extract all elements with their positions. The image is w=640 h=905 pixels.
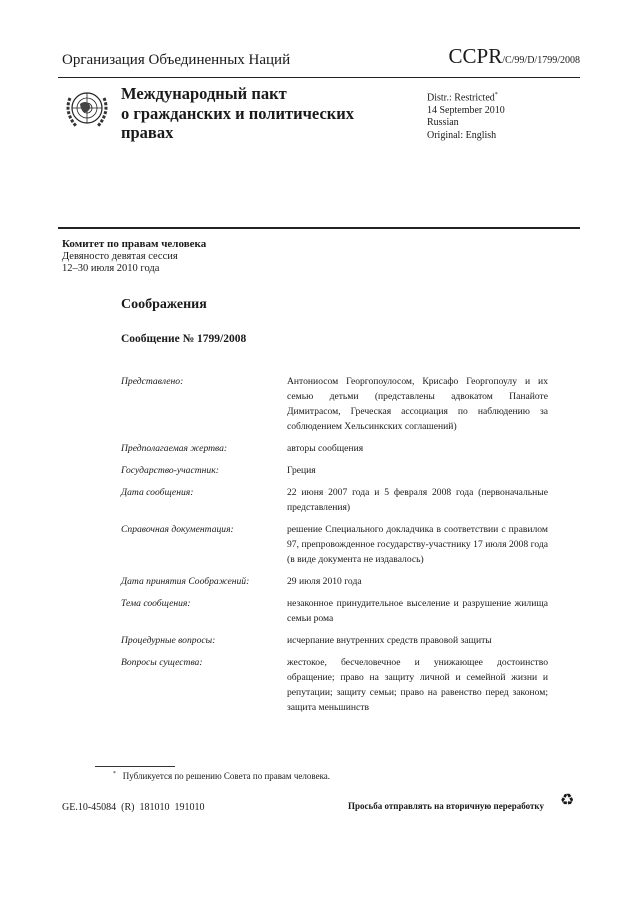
footnote-mark: *	[113, 771, 116, 777]
section-heading: Соображения	[121, 297, 207, 312]
table-row	[121, 574, 548, 589]
organization-name: Организация Объединенных Наций	[62, 52, 291, 68]
row-label: Предполагаемая жертва:	[121, 443, 228, 454]
footnote-divider	[95, 766, 175, 767]
distribution-info	[427, 89, 505, 142]
symbol-main: CCPR	[448, 44, 503, 68]
symbol-rest: /C/99/D/1799/2008	[502, 55, 580, 66]
language: Russian	[427, 117, 459, 129]
table-row	[121, 441, 548, 456]
row-label: Процедурные вопросы:	[121, 635, 216, 646]
row-value: решение Специального докладчика в соответствии с правилом 97, препровожденное государству-участнику 17 июля 2008 года (в виде документа не издавалось)	[287, 524, 548, 565]
session-dates: 12–30 июля 2010 года	[62, 263, 160, 274]
row-value: 22 июня 2007 года и 5 февраля 2008 года (первоначальные представления)	[287, 487, 548, 513]
footnote-mark: *	[494, 92, 498, 98]
committee-info	[62, 238, 206, 276]
table-row	[121, 463, 548, 478]
row-label: Дата принятия Соображений:	[121, 576, 250, 587]
table-row	[121, 633, 548, 648]
communication-number: Сообщение № 1799/2008	[121, 333, 247, 345]
document-title	[121, 84, 354, 143]
row-value: Антониосом Георгопоулосом, Крисафо Георгопоулу и их семью детьми (представлены адвокатом Панайоте Димитрасом, Греческая ассоциация по наблюдению за соблюдением Хельсинкских соглашений)	[287, 376, 548, 432]
table-row	[121, 485, 548, 515]
title-line: Международный пакт	[121, 84, 287, 103]
table-row	[121, 522, 548, 567]
recycle-icon: ♻	[560, 792, 575, 809]
row-value: авторы сообщения	[287, 443, 364, 454]
footnote	[113, 771, 330, 781]
original-language: Original: English	[427, 129, 497, 141]
title-line: о гражданских и политических	[121, 103, 355, 123]
divider	[58, 77, 580, 78]
row-label: Государство-участник:	[121, 465, 219, 476]
document-symbol	[449, 44, 581, 69]
row-value: Греция	[287, 465, 316, 476]
session: Девяносто девятая сессия	[62, 250, 178, 262]
row-value: 29 июля 2010 года	[287, 576, 362, 587]
row-label: Представлено:	[121, 376, 184, 387]
row-label: Дата сообщения:	[121, 487, 194, 498]
distribution: Distr.: Restricted	[427, 92, 495, 104]
thick-divider	[58, 227, 580, 229]
row-value: незаконное принудительное выселение и разрушение жилища семьи рома	[287, 598, 548, 624]
date: 14 September 2010	[427, 104, 505, 116]
row-label: Тема сообщения:	[121, 598, 191, 609]
recycle-note: Просьба отправлять на вторичную переработку	[348, 801, 544, 811]
table-row	[121, 596, 548, 626]
row-label: Вопросы существа:	[121, 657, 203, 668]
document-code: GE.10-45084 (R) 181010 191010	[62, 802, 205, 813]
case-details-table	[121, 374, 548, 722]
row-value: жестокое, бесчеловечное и унижающее достоинство обращение; право на защиту личной и семейной жизни и репутации; защиту семьи; право на равенство перед законом; защита меньшинств	[287, 657, 548, 713]
un-emblem-icon	[62, 84, 112, 134]
committee-name: Комитет по правам человека	[62, 238, 207, 250]
table-row	[121, 655, 548, 715]
title-line: правах	[121, 123, 174, 142]
table-row	[121, 374, 548, 434]
row-value: исчерпание внутренних средств правовой защиты	[287, 635, 492, 646]
footnote-text: Публикуется по решению Совета по правам человека.	[122, 771, 331, 781]
row-label: Справочная документация:	[121, 524, 234, 535]
